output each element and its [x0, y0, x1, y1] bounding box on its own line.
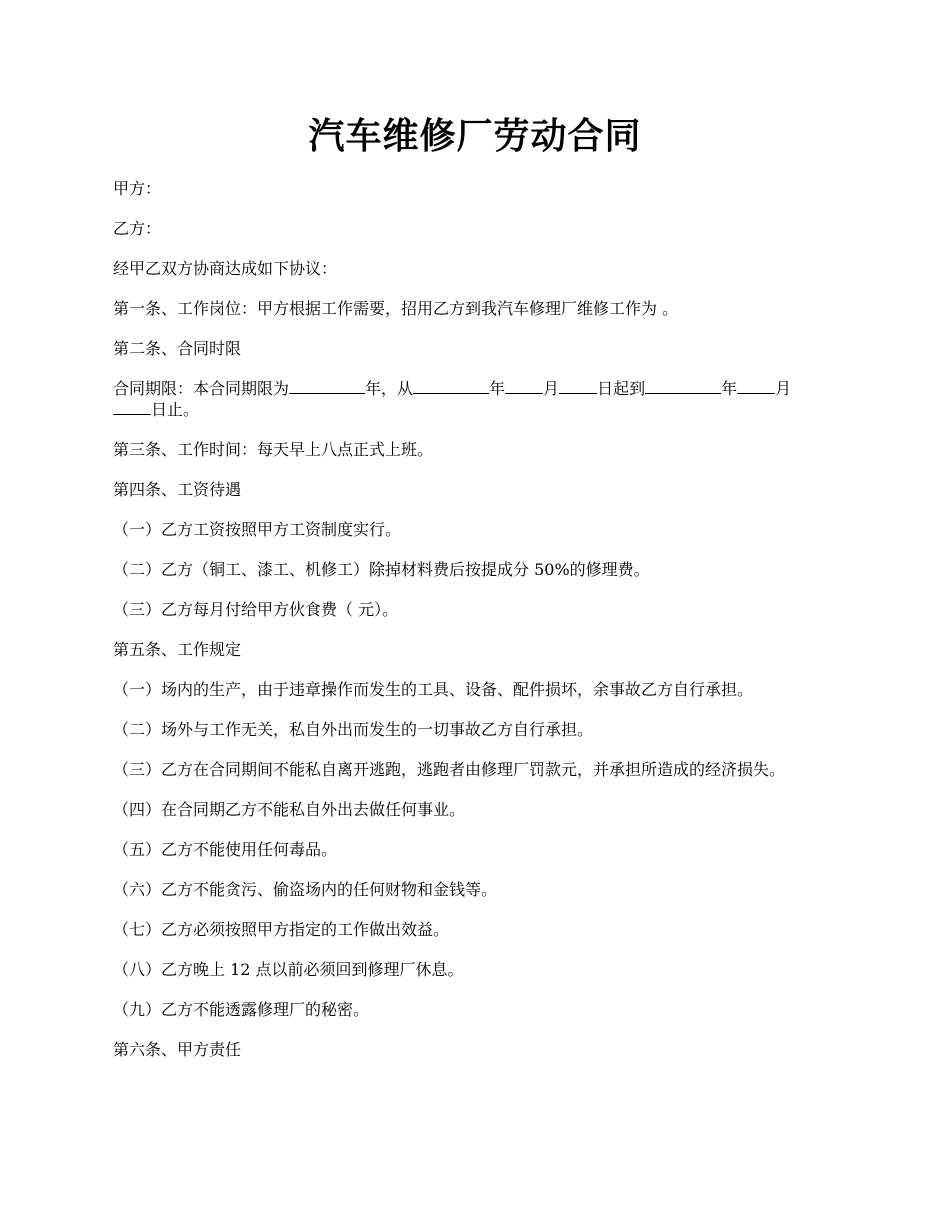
term-text-2: 年 — [489, 379, 506, 398]
blank-field[interactable] — [289, 378, 365, 394]
article-5-item: （三）乙方在合同期间不能私自离开逃跑，逃跑者由修理厂罚款元，并承担所造成的经济损失。 — [113, 760, 786, 779]
article-5-item: （七）乙方必须按照甲方指定的工作做出效益。 — [113, 920, 450, 939]
article-5-item: （八）乙方晚上 12 点以前必须回到修理厂休息。 — [113, 960, 464, 979]
article-6-heading: 第六条、甲方责任 — [113, 1040, 242, 1059]
article-4-item: （三）乙方每月付给甲方伙食费（ 元）。 — [113, 600, 399, 619]
blank-field[interactable] — [505, 378, 543, 394]
blank-field[interactable] — [559, 378, 597, 394]
article-5-item: （二）场外与工作无关，私自外出而发生的一切事故乙方自行承担。 — [113, 720, 594, 739]
term-text-1: 年，从 — [365, 379, 414, 398]
intro-paragraph: 经甲乙双方协商达成如下协议： — [113, 259, 338, 278]
blank-field[interactable] — [645, 378, 721, 394]
article-5-item: （五）乙方不能使用任何毒品。 — [113, 840, 338, 859]
article-5-item: （四）在合同期乙方不能私自外出去做任何事业。 — [113, 800, 466, 819]
blank-field[interactable] — [113, 399, 151, 415]
article-5-item: （九）乙方不能透露修理厂的秘密。 — [113, 1000, 370, 1019]
article-2-heading: 第二条、合同时限 — [113, 339, 242, 358]
term-text-6: 月 — [775, 379, 792, 398]
party-b-line: 乙方： — [113, 219, 162, 238]
term-text-7: 日止。 — [151, 400, 200, 419]
party-a-line: 甲方： — [113, 179, 162, 198]
article-3: 第三条、工作时间：每天早上八点正式上班。 — [113, 440, 434, 459]
contract-term-paragraph — [113, 378, 858, 420]
term-text-3: 月 — [543, 379, 560, 398]
article-4-heading: 第四条、工资待遇 — [113, 480, 242, 499]
document-title: 汽车维修厂劳动合同 — [308, 115, 642, 157]
article-4-item: （二）乙方（铜工、漆工、机修工）除掉材料费后按提成分 50%的修理费。 — [113, 560, 650, 579]
document-body — [113, 178, 858, 1079]
blank-field[interactable] — [413, 378, 489, 394]
article-5-heading: 第五条、工作规定 — [113, 640, 242, 659]
article-4-item: （一）乙方工资按照甲方工资制度实行。 — [113, 520, 402, 539]
term-prefix: 合同期限：本合同期限为 — [113, 379, 290, 398]
blank-field[interactable] — [737, 378, 775, 394]
article-5-item: （一）场内的生产，由于违章操作而发生的工具、设备、配件损坏，余事故乙方自行承担。 — [113, 680, 754, 699]
article-5-item: （六）乙方不能贪污、偷盗场内的任何财物和金钱等。 — [113, 880, 498, 899]
article-1: 第一条、工作岗位：甲方根据工作需要，招用乙方到我汽车修理厂维修工作为 。 — [113, 299, 679, 318]
term-text-5: 年 — [721, 379, 738, 398]
term-text-4: 日起到 — [597, 379, 646, 398]
